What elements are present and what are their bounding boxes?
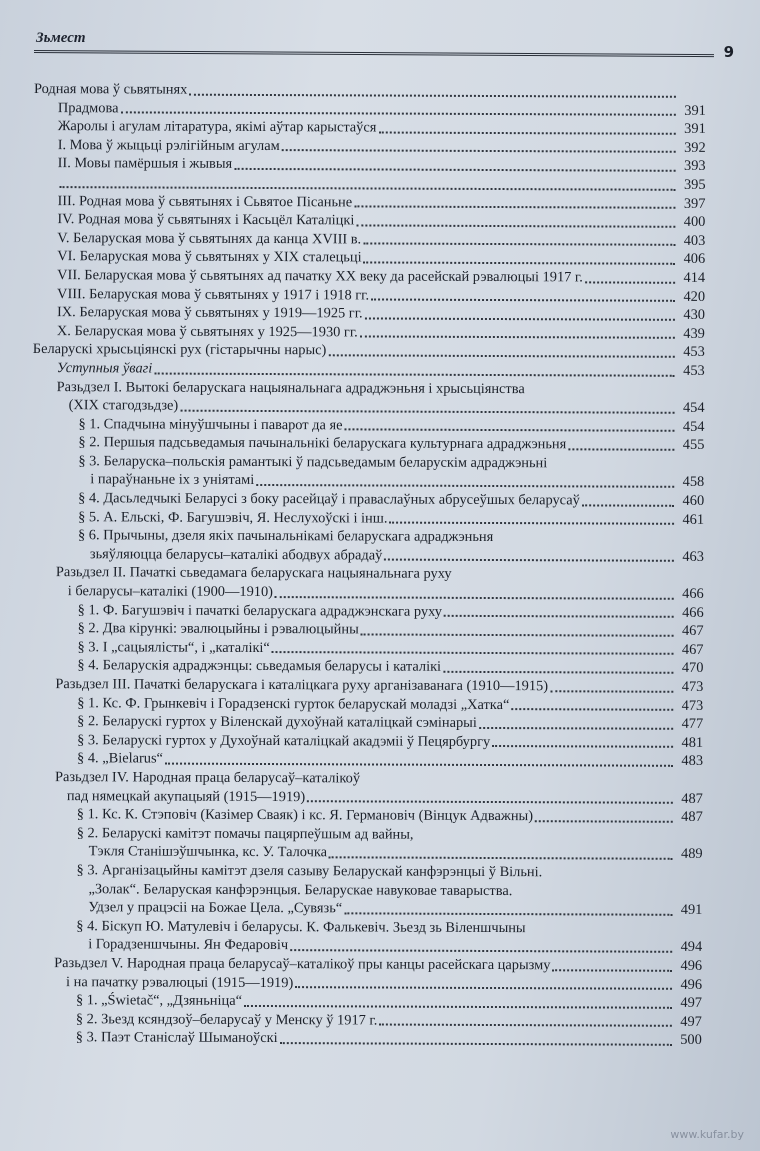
- dot-leader: [361, 633, 674, 636]
- toc-page-number: 491: [680, 901, 703, 919]
- toc-page-number: 466: [682, 604, 704, 621]
- toc-entry-title: VIII. Беларуская мова ў сьвятынях у 1917 і 1918 гг.: [57, 285, 370, 303]
- toc-page-number: 391: [684, 121, 706, 138]
- toc-entry-title: § 2. Зьезд ксяндзоў–беларусаў у Менску ў 1917 г.: [75, 1010, 378, 1029]
- dot-leader: [344, 912, 672, 915]
- toc-page-number: 487: [681, 790, 703, 807]
- toc-entry-title: § 4. „Bielarus“: [77, 750, 163, 767]
- toc-entry-title: § 3. Беларуска–польскія рамантыкі ў падсьведамым беларускім адраджэньні: [78, 453, 548, 472]
- dot-leader: [528, 933, 673, 934]
- toc-page-number: 430: [683, 306, 706, 324]
- toc-page-number: 403: [683, 232, 706, 249]
- toc-page-number: 497: [680, 1013, 702, 1030]
- toc-entry-title: пад нямецкай акупацыяй (1915—1919): [66, 787, 306, 805]
- toc-page-number: 455: [682, 437, 705, 454]
- toc-page-number: 395: [683, 176, 706, 193]
- dot-leader: [180, 409, 674, 413]
- toc-entry-title: Удзел у працэсіі на Божае Цела. „Сувязь“: [88, 899, 343, 917]
- dot-leader: [549, 469, 674, 470]
- toc-page-number: 494: [680, 939, 703, 956]
- toc-page-number: 406: [683, 251, 706, 268]
- dot-leader: [354, 206, 675, 209]
- toc-page-number: 473: [681, 697, 704, 714]
- dot-leader: [415, 840, 672, 841]
- dot-leader: [495, 543, 674, 544]
- toc-entry-title: § 1. Ф. Багушэвіч і пачаткі беларускага адраджэнскага руху: [77, 601, 442, 620]
- toc-page-number: 453: [683, 362, 705, 379]
- toc-entry-title: § 1. Кс. К. Стэповіч (Казімер Сваяк) і кс. Я. Германовіч (Вінцук Адважны): [76, 806, 534, 825]
- dot-leader: [256, 484, 674, 488]
- dot-leader: [189, 93, 676, 97]
- dot-leader: [154, 372, 674, 376]
- toc-entry-title: § 3. Паэт Станіслаў Шыманоўскі: [75, 1029, 278, 1047]
- toc-entry-title: Разьдзел IV. Народная праца беларусаў–каталікоў: [54, 769, 361, 787]
- dot-leader: [585, 281, 675, 283]
- toc-entry-title: Тэкля Станішэўшчынка, кс. У. Талочка: [88, 843, 328, 861]
- toc-entry-title: Разьдзел V. Народная праца беларусаў–каталікоў пры канцы расейскага царызму: [54, 955, 551, 974]
- dot-leader: [454, 580, 674, 581]
- header-rule: [34, 50, 714, 57]
- dot-leader: [344, 429, 674, 432]
- dot-leader: [244, 1005, 672, 1009]
- toc-entry-title: VI. Беларуская мова ў сьвятынях у XIX сталецьці: [57, 248, 362, 266]
- toc-entry-title: § 5. А. Ельскі, Ф. Багушэвіч, Я. Неслухоўскі і інш.: [78, 508, 388, 527]
- dot-leader: [492, 745, 673, 748]
- toc-entry-title: § 1. Спадчына мінуўшчыны і паварот да яе: [78, 415, 343, 434]
- dot-leader: [384, 559, 674, 562]
- toc-page-number: 460: [682, 492, 705, 509]
- toc-entry-title: § 3. Арганізацыйны камітэт дзеля сазыву Беларускай канфэрэнцыі ў Вільні.: [76, 862, 543, 881]
- dot-leader: [550, 690, 673, 693]
- dot-leader: [360, 336, 675, 339]
- dot-leader: [552, 969, 672, 972]
- dot-leader: [356, 224, 675, 227]
- toc-entry-title: § 3. І „сацыялісты“, і „каталікі“: [77, 639, 270, 656]
- toc-entry-title: § 6. Прычыны, дзеля якіх пачынальнікамі беларускага адраджэньня: [77, 527, 494, 546]
- toc-entry-title: § 2. Беларускі камітэт помачы пацярпеўшым ад вайны,: [76, 824, 414, 843]
- dot-leader: [444, 615, 674, 618]
- toc-entry-title: і параўнаньне іх з уніятамі: [90, 471, 255, 489]
- table-of-contents: [30, 80, 706, 1050]
- toc-page-number: 397: [683, 195, 706, 212]
- dot-leader: [120, 112, 675, 116]
- toc-entry-title: (XIX стагодзьдзе): [68, 397, 179, 414]
- toc-entry-title: Жаролы і агулам літаратура, якімі аўтар карыстаўся: [57, 118, 377, 136]
- toc-page-number: 453: [683, 344, 705, 361]
- toc-entry-title: § 2. Два кірункі: эвалюцыйны і рэвалюцыйны: [77, 620, 359, 638]
- toc-page-number: 454: [682, 418, 705, 435]
- dot-leader: [511, 708, 673, 711]
- page-header: [28, 30, 740, 66]
- toc-entry-title: Беларускі хрысьціянскі рух (гістарычны нарыс): [32, 341, 327, 359]
- toc-entry: [34, 154, 706, 176]
- toc-page-number: 481: [681, 734, 704, 751]
- dot-leader: [280, 1042, 672, 1046]
- toc-entry-title: V. Беларуская мова ў сьвятынях да канца XVIII в.: [57, 229, 362, 248]
- dot-leader: [443, 671, 673, 674]
- dot-leader: [328, 354, 674, 358]
- toc-entry-title: Уступныя ўвагі: [56, 360, 153, 377]
- toc-page-number: 467: [681, 623, 704, 640]
- toc-page-number: 391: [684, 102, 706, 119]
- toc-entry: [30, 1028, 702, 1050]
- dot-leader: [275, 596, 674, 600]
- dot-leader: [568, 448, 674, 450]
- dot-leader: [329, 856, 673, 859]
- toc-page-number: 496: [680, 957, 703, 974]
- toc-page-number: 466: [682, 585, 704, 602]
- toc-entry-title: IX. Беларуская мова ў сьвятынях у 1919—1925 гг.: [56, 304, 363, 322]
- dot-leader: [295, 986, 672, 990]
- toc-entry-title: і на пачатку рэвалюцыі (1915—1919): [66, 973, 294, 991]
- toc-entry-title: зьяўляюцца беларусы–каталікі абодвух абрадаў: [89, 546, 383, 564]
- toc-page-number: 489: [680, 846, 703, 863]
- toc-entry-title: VII. Беларуская мова ў сьвятынях ад пачатку XX веку да расейскай рэвалюцыі 1917 г.: [57, 267, 583, 286]
- dot-leader: [379, 1024, 672, 1027]
- toc-entry-title: II. Мовы памёршыя і жывыя: [57, 155, 233, 173]
- watermark: www.kufar.by: [670, 1128, 744, 1141]
- toc-page-number: 458: [682, 474, 705, 491]
- page-number: 9: [723, 43, 734, 61]
- toc-entry-title: § 1. „Świetač“, „Дзяньніца“: [75, 992, 243, 1010]
- toc-entry-title: і беларусы–каталікі (1900—1910): [67, 583, 274, 601]
- toc-page-number: 414: [683, 269, 706, 286]
- dot-leader: [272, 651, 674, 655]
- toc-page-number: 439: [683, 325, 705, 342]
- toc-entry-title: § 2. Беларускі гуртох у Віленскай духоўнай каталіцкай сэмінарыі: [77, 713, 477, 732]
- toc-page-number: 500: [680, 1032, 702, 1049]
- toc-entry: [34, 80, 706, 102]
- dot-leader: [544, 878, 672, 879]
- toc-entry-title: Разьдзел I. Вытокі беларускага нацыянальнага адраджэньня і хрысьціянства: [56, 378, 525, 397]
- toc-entry-title: § 1. Кс. Ф. Грынкевіч і Горадзенскі гурток беларускай моладзі „Хатка“: [77, 694, 510, 713]
- dot-leader: [389, 522, 674, 525]
- dot-leader: [378, 131, 675, 134]
- toc-entry-title: Прадмова: [57, 99, 119, 116]
- toc-entry-title: IV. Родная мова ў сьвятынях і Касьцёл Каталіцкі: [57, 211, 355, 229]
- toc-entry-title: § 4. Дасьледчыкі Беларусі з боку расейцаў і праваслаўных абрусеўшых беларусаў: [78, 490, 580, 509]
- toc-entry-title: § 4. Біскуп Ю. Матулевіч і беларусы. К. Фалькевіч. Зьезд зь Віленшчыны: [76, 917, 526, 936]
- toc-page-number: 454: [682, 399, 705, 417]
- dot-leader: [282, 149, 676, 153]
- dot-leader: [514, 896, 672, 897]
- dot-leader: [479, 727, 673, 730]
- toc-page-number: 463: [682, 548, 704, 565]
- toc-entry-title: Разьдзел III. Пачаткі беларускага і каталіцкага руху арганізаванага (1910—1915): [55, 676, 549, 695]
- dot-leader: [307, 800, 673, 804]
- toc-page-number: 483: [681, 753, 704, 770]
- dot-leader: [363, 243, 675, 246]
- toc-entry-title: § 3. Беларускі гуртох у Духоўнай каталіцкай акадэміі ў Пецярбургу: [77, 731, 491, 750]
- toc-page-number: 392: [684, 139, 706, 156]
- dot-leader: [371, 299, 675, 302]
- toc-entry-title: § 4. Беларускія адраджэнцы: сьведамыя беларусы і каталікі: [77, 657, 442, 676]
- toc-page-number: 467: [681, 641, 704, 658]
- toc-page-number: 393: [684, 158, 706, 175]
- toc-entry-title: Родная мова ў сьвятынях: [33, 80, 188, 98]
- dot-leader: [535, 820, 673, 823]
- toc-entry-title: і Горадзеншчыны. Ян Федаровіч: [88, 936, 289, 954]
- toc-entry-title: I. Мова ў жыцьці рэлігійным агулам: [57, 136, 280, 154]
- toc-page-number: 473: [681, 678, 704, 695]
- dot-leader: [165, 763, 673, 767]
- toc-page-number: 400: [683, 213, 706, 231]
- toc-page-number: 461: [682, 511, 705, 528]
- dot-leader: [527, 394, 675, 395]
- toc-page-number: 487: [681, 808, 703, 826]
- toc-entry-title: „Золак“. Беларуская канфэрэнцыя. Беларускае навуковае таварыства.: [88, 880, 513, 899]
- dot-leader: [290, 949, 672, 953]
- dot-leader: [60, 186, 676, 191]
- dot-leader: [362, 784, 673, 785]
- toc-page-number: 420: [683, 288, 706, 305]
- toc-entry-title: III. Родная мова ў сьвятынях і Сьвятое Пісаньне: [57, 192, 353, 210]
- dot-leader: [234, 168, 675, 172]
- toc-page-number: 497: [680, 994, 703, 1012]
- dot-leader: [364, 261, 676, 264]
- running-head: Зьмест: [36, 30, 86, 46]
- dot-leader: [365, 317, 675, 320]
- toc-entry-title: X. Беларуская мова ў сьвятынях у 1925—1930 гг.: [56, 322, 358, 341]
- dot-leader: [582, 504, 674, 506]
- toc-page-number: 477: [681, 716, 704, 733]
- toc-page-number: 470: [681, 660, 704, 677]
- toc-entry-title: § 2. Першыя падсьведамыя пачынальнікі беларускага культурнага адраджэньня: [78, 434, 567, 453]
- toc-entry-title: Разьдзел II. Пачаткі сьведамага беларускага нацыянальнага руху: [55, 564, 452, 583]
- toc-page-number: 496: [680, 976, 703, 993]
